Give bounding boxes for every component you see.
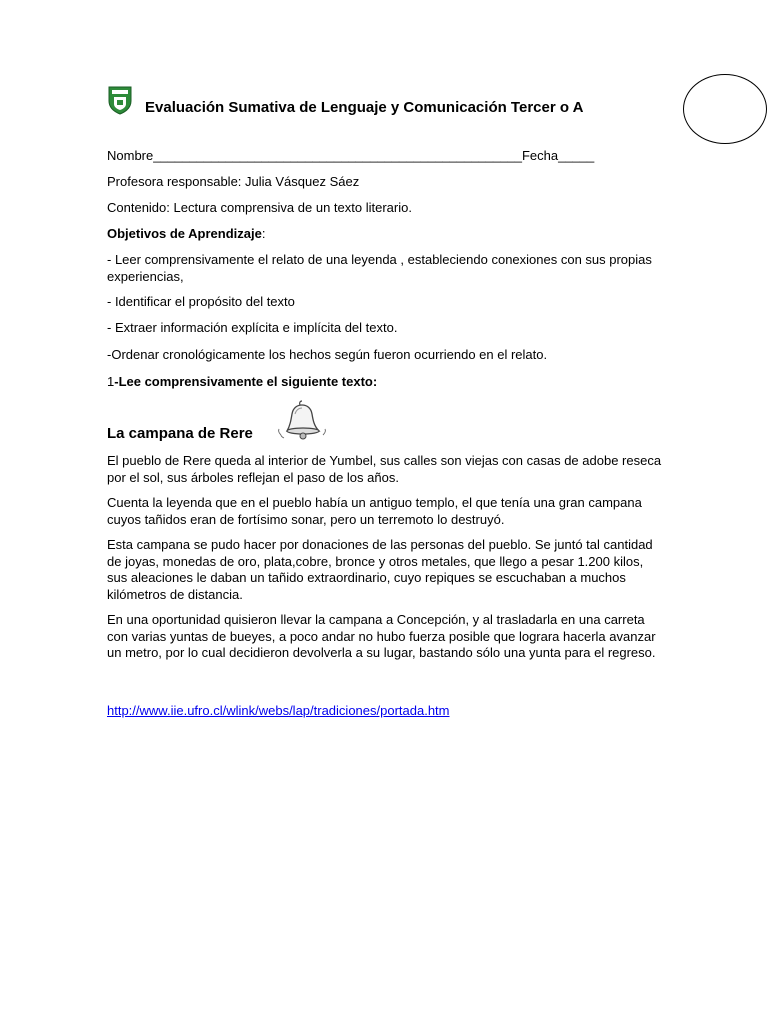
page-title: Evaluación Sumativa de Lenguaje y Comunicación Tercer o A — [145, 99, 584, 116]
objective-item: -Ordenar cronológicamente los hechos según fueron ocurriendo en el relato. — [107, 347, 548, 362]
instruction — [107, 374, 377, 390]
bell-icon — [275, 398, 329, 442]
story-paragraph: Cuenta la leyenda que en el pueblo había un antiguo templo, el que tenía una gran campana cuyos tañidos eran de fortísimo sonar, pero un terremoto lo destruyó. — [107, 495, 642, 527]
objective-item: - Leer comprensivamente el relato de una leyenda , estableciendo conexiones con sus propias experiencias, — [107, 252, 652, 284]
instruction-text: -Lee comprensivamente el siguiente texto: — [114, 374, 378, 389]
story-paragraph: El pueblo de Rere queda al interior de Yumbel, sus calles son viejas con casas de adobe reseca por el sol, sus árboles reflejan el paso de los años. — [107, 453, 662, 485]
name-date-line: Nombre___________________________________________________Fecha_____ — [107, 148, 595, 163]
story-paragraph: Esta campana se pudo hacer por donaciones de las personas del pueblo. Se juntó tal cantidad de joyas, monedas de oro, plata,cobre, bronce y otros metales, que llego a pesar 1.200 kilos, sus aleaciones le daban un tañido extraordinario, cuyo repiques se escuchaban a muchos kilómetros de distancia. — [107, 537, 653, 602]
story-paragraph: En una oportunidad quisieron llevar la campana a Concepción, y al trasladarla en una carreta con varias yuntas de bueyes, a poco andar no hubo fuerza posible que lograra hacerla avanzar un metro, por lo cual decidieron devolverla a su lugar, bastando sólo una yunta para el regreso. — [107, 612, 656, 660]
grade-circle — [683, 74, 767, 144]
teacher-line: Profesora responsable: Julia Vásquez Sáez — [107, 174, 360, 189]
instruction-number: 1 — [107, 374, 115, 389]
objective-item: - Identificar el propósito del texto — [107, 294, 295, 309]
objectives-heading-colon: : — [261, 226, 266, 241]
content-line: Contenido: Lectura comprensiva de un texto literario. — [107, 200, 412, 215]
story-title: La campana de Rere — [107, 425, 253, 442]
source-link[interactable]: http://www.iie.ufro.cl/wlink/webs/lap/tradiciones/portada.htm — [107, 703, 450, 718]
school-crest-icon — [107, 85, 133, 115]
objectives-heading-text: Objetivos de Aprendizaje — [107, 226, 262, 241]
objectives-heading — [107, 226, 265, 242]
objective-item: - Extraer información explícita e implícita del texto. — [107, 320, 398, 335]
